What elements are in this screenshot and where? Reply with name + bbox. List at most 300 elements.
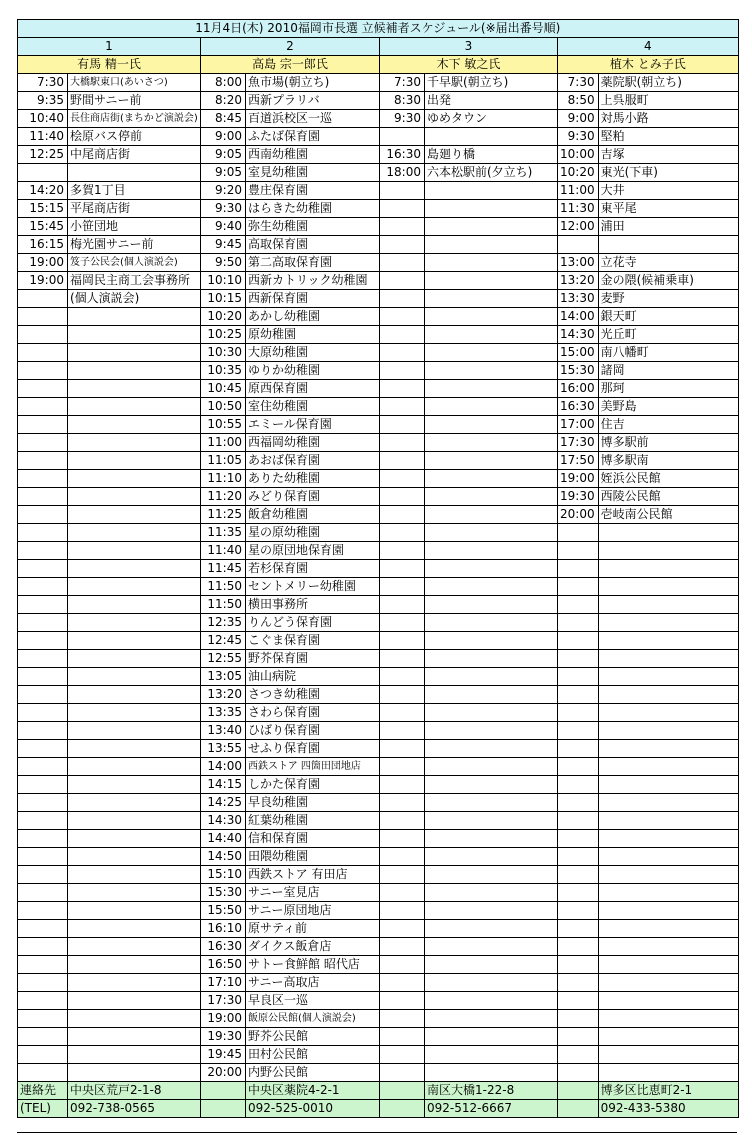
contact-label: 連絡先 [18,1082,68,1100]
schedule-row [18,308,739,326]
candidate-1-time [18,1046,68,1064]
schedule-row [18,776,739,794]
candidate-2-place: ありた幼稚園 [246,470,380,488]
candidate-3-place [425,848,558,866]
candidate-3-place [425,830,558,848]
candidate-2-place: 横田事務所 [246,596,380,614]
candidate-1-place [68,866,201,884]
schedule-row [18,992,739,1010]
candidate-1-time [18,308,68,326]
candidate-4-time: 17:50 [558,452,599,470]
title-row [18,20,739,38]
candidate-3-place [425,614,558,632]
candidate-1-place [68,452,201,470]
contact-label: (TEL) [18,1100,68,1118]
candidate-2-place: 室住幼稚園 [246,398,380,416]
candidate-4-time [558,614,599,632]
candidate-1-place [68,1064,201,1082]
candidate-2-time: 9:05 [201,164,246,182]
candidate-1-place: 平尾商店街 [68,200,201,218]
candidate-2-place: せふり保育園 [246,740,380,758]
schedule-row [18,686,739,704]
candidate-2-time: 9:20 [201,182,246,200]
candidate-1-place [68,506,201,524]
candidate-4-place [598,1046,738,1064]
candidate-1-time [18,704,68,722]
candidate-4-time: 13:00 [558,254,599,272]
candidate-3-time [380,200,425,218]
candidate-2-place: 西南幼稚園 [246,146,380,164]
candidate-4-time [558,1046,599,1064]
candidate-1-place [68,362,201,380]
candidate-4-place [598,812,738,830]
candidate-1-place [68,326,201,344]
candidate-2-time: 10:15 [201,290,246,308]
candidate-4-time [558,884,599,902]
candidate-2-time: 8:20 [201,92,246,110]
schedule-row [18,164,739,182]
candidate-1-place [68,938,201,956]
candidate-1-place: 長住商店街(まちかど演説会) [68,110,201,128]
candidate-4-place: 博多駅南 [598,452,738,470]
candidate-3-time [380,254,425,272]
candidate-3-time [380,812,425,830]
candidate-2-name: 高島 宗一郎氏 [201,56,380,74]
candidate-2-time: 8:00 [201,74,246,92]
schedule-row [18,722,739,740]
candidate-4-place [598,1010,738,1028]
candidate-4-time: 11:00 [558,182,599,200]
candidate-3-place: ゆめタウン [425,110,558,128]
candidate-1-time [18,416,68,434]
candidate-2-place: りんどう保育園 [246,614,380,632]
candidate-4-place: 西陵公民館 [598,488,738,506]
candidate-4-time: 15:00 [558,344,599,362]
candidate-4-place: 東平尾 [598,200,738,218]
candidate-4-place [598,560,738,578]
candidate-4-place [598,884,738,902]
candidate-4-place [598,236,738,254]
schedule-row [18,146,739,164]
schedule-title: 11月4日(木) 2010福岡市長選 立候補者スケジュール(※届出番号順) [18,20,739,38]
candidate-3-place [425,632,558,650]
candidate-1-place [68,596,201,614]
candidate-2-place: 西福岡幼稚園 [246,434,380,452]
candidate-1-place [68,992,201,1010]
candidate-2-time: 11:25 [201,506,246,524]
candidate-4-place [598,938,738,956]
candidate-4-time: 8:50 [558,92,599,110]
candidate-1-time: 9:35 [18,92,68,110]
schedule-row [18,398,739,416]
schedule-row [18,110,739,128]
candidate-2-phone: 092-525-0010 [246,1100,380,1118]
candidate-2-time: 17:30 [201,992,246,1010]
candidate-3-time [380,614,425,632]
candidate-3-time [380,578,425,596]
candidate-2-place: はらきた幼稚園 [246,200,380,218]
schedule-row [18,326,739,344]
candidate-4-place [598,974,738,992]
candidate-3-place [425,992,558,1010]
candidate-2-place: 高取保育園 [246,236,380,254]
schedule-row [18,578,739,596]
candidate-3-time [380,1064,425,1082]
candidate-1-place [68,488,201,506]
candidate-3-place [425,956,558,974]
candidate-1-phone: 092-738-0565 [68,1100,201,1118]
candidate-2-time: 15:10 [201,866,246,884]
candidate-3-place [425,866,558,884]
contact-spacer [558,1082,599,1100]
candidate-2-time: 9:30 [201,200,246,218]
candidate-4-time [558,524,599,542]
candidate-4-address: 博多区比恵町2-1 [598,1082,738,1100]
candidate-1-place: 中尾商店街 [68,146,201,164]
candidate-4-name: 植木 とみ子氏 [558,56,739,74]
candidate-2-time: 11:05 [201,452,246,470]
candidate-2-place: 弥生幼稚園 [246,218,380,236]
candidate-3-time [380,542,425,560]
candidate-4-time [558,632,599,650]
candidate-1-address: 中央区荒戸2-1-8 [68,1082,201,1100]
candidate-2-place: さつき幼稚園 [246,686,380,704]
schedule-row [18,254,739,272]
contact-spacer [380,1100,425,1118]
candidate-1-time [18,326,68,344]
candidate-1-place [68,308,201,326]
candidate-1-time [18,1010,68,1028]
candidate-2-time: 9:05 [201,146,246,164]
candidate-1-time [18,938,68,956]
candidate-4-time: 13:20 [558,272,599,290]
candidate-2-time: 11:40 [201,542,246,560]
candidate-3-time [380,704,425,722]
candidate-2-time: 13:05 [201,668,246,686]
candidate-2-time: 13:20 [201,686,246,704]
candidate-4-place [598,1028,738,1046]
candidate-3-time [380,218,425,236]
contact-spacer [380,1082,425,1100]
candidate-1-place [68,578,201,596]
candidate-2-place: 豊庄保育園 [246,182,380,200]
candidate-2-place: 早良区一巡 [246,992,380,1010]
candidate-1-time [18,488,68,506]
schedule-row [18,362,739,380]
candidate-1-time: 15:15 [18,200,68,218]
schedule-row [18,434,739,452]
candidate-2-place: 第二高取保育園 [246,254,380,272]
candidate-3-place [425,308,558,326]
schedule-row [18,560,739,578]
bottom-rule [17,1132,737,1133]
candidate-2-time: 14:00 [201,758,246,776]
candidate-4-time: 16:00 [558,380,599,398]
candidate-1-time [18,164,68,182]
candidate-2-place: ふたば保育園 [246,128,380,146]
candidate-1-place [68,344,201,362]
candidate-4-place: 吉塚 [598,146,738,164]
schedule-row [18,1010,739,1028]
candidate-3-place [425,812,558,830]
candidate-4-time [558,848,599,866]
contact-spacer [558,1100,599,1118]
candidate-3-time [380,182,425,200]
candidate-2-time: 14:30 [201,812,246,830]
schedule-row [18,956,739,974]
candidate-1-time [18,830,68,848]
candidate-4-place: 大井 [598,182,738,200]
candidate-3-place [425,542,558,560]
candidate-2-time: 10:50 [201,398,246,416]
candidate-4-time [558,236,599,254]
candidate-4-place: 銀天町 [598,308,738,326]
candidate-3-place [425,290,558,308]
candidate-4-place [598,992,738,1010]
candidate-1-place [68,830,201,848]
candidate-1-place: 小笹団地 [68,218,201,236]
candidate-2-time: 9:50 [201,254,246,272]
candidate-2-place: 田村公民館 [246,1046,380,1064]
candidate-2-time: 13:35 [201,704,246,722]
candidate-1-time [18,542,68,560]
candidate-2-place: 星の原団地保育園 [246,542,380,560]
candidate-1-place [68,560,201,578]
candidate-2-time: 9:00 [201,128,246,146]
candidate-4-place: 壱岐南公民館 [598,506,738,524]
schedule-row [18,830,739,848]
candidate-1-time [18,866,68,884]
candidate-3-place [425,1010,558,1028]
candidate-3-place [425,686,558,704]
candidate-3-time [380,236,425,254]
candidate-4-time [558,668,599,686]
candidate-4-time: 9:00 [558,110,599,128]
candidate-3-place [425,938,558,956]
candidate-1-time [18,434,68,452]
schedule-row [18,704,739,722]
candidate-3-time [380,290,425,308]
candidate-1-place [68,416,201,434]
candidate-2-place: 飯原公民館(個人演説会) [246,1010,380,1028]
candidate-4-time [558,830,599,848]
candidate-2-time: 11:00 [201,434,246,452]
candidate-1-place [68,722,201,740]
candidate-2-time: 14:25 [201,794,246,812]
candidate-3-place [425,218,558,236]
candidate-1-place [68,668,201,686]
candidate-2-time: 10:35 [201,362,246,380]
candidate-2-place: 飯倉幼稚園 [246,506,380,524]
candidate-1-time [18,740,68,758]
candidate-3-place [425,668,558,686]
candidate-1-time [18,452,68,470]
candidate-3-time [380,380,425,398]
candidate-4-time [558,596,599,614]
candidate-4-time: 14:30 [558,326,599,344]
schedule-row [18,614,739,632]
candidate-2-place: サニー高取店 [246,974,380,992]
candidate-1-time [18,758,68,776]
candidate-4-time: 9:30 [558,128,599,146]
candidate-3-place [425,884,558,902]
candidate-3-place [425,416,558,434]
schedule-row [18,542,739,560]
candidate-1-time [18,290,68,308]
candidate-1-time [18,506,68,524]
candidate-1-place [68,920,201,938]
candidate-1-time: 11:40 [18,128,68,146]
candidate-1-time [18,344,68,362]
candidate-3-time [380,128,425,146]
candidate-3-time: 8:30 [380,92,425,110]
candidate-1-place [68,1010,201,1028]
candidate-4-place [598,614,738,632]
candidate-2-place: 早良幼稚園 [246,794,380,812]
candidate-2-place: さわら保育園 [246,704,380,722]
candidate-1-place [68,758,201,776]
candidate-2-place: 星の原幼稚園 [246,524,380,542]
candidate-3-place: 千早駅(朝立ち) [425,74,558,92]
candidate-4-place: 諸岡 [598,362,738,380]
candidate-4-place [598,578,738,596]
candidate-2-time: 9:45 [201,236,246,254]
candidate-3-place [425,794,558,812]
candidate-1-place [68,1028,201,1046]
candidate-3-place [425,1046,558,1064]
contact-spacer [201,1082,246,1100]
candidate-2-time: 11:45 [201,560,246,578]
candidate-2-place: サニー室見店 [246,884,380,902]
candidate-1-place: 多賀1丁目 [68,182,201,200]
candidate-1-place [68,380,201,398]
candidate-1-time [18,884,68,902]
candidate-4-time: 17:30 [558,434,599,452]
candidate-4-place: 那珂 [598,380,738,398]
candidate-3-time [380,1028,425,1046]
candidate-4-time: 11:30 [558,200,599,218]
candidate-3-place [425,722,558,740]
candidate-3-place: 出発 [425,92,558,110]
candidate-3-time [380,902,425,920]
candidate-3-place [425,1028,558,1046]
candidate-4-phone: 092-433-5380 [598,1100,738,1118]
candidate-3-place [425,398,558,416]
candidate-1-time [18,650,68,668]
schedule-row [18,506,739,524]
candidate-4-place [598,920,738,938]
candidate-3-place [425,488,558,506]
candidate-3-time [380,308,425,326]
schedule-row [18,1028,739,1046]
candidate-3-time: 7:30 [380,74,425,92]
candidate-3-place: 島廻り橋 [425,146,558,164]
schedule-row [18,650,739,668]
schedule-row [18,632,739,650]
candidate-1-time [18,596,68,614]
candidate-1-number: 1 [18,38,201,56]
candidate-4-place: 金の隈(候補乗車) [598,272,738,290]
candidate-2-time: 14:15 [201,776,246,794]
candidate-4-place [598,524,738,542]
schedule-row [18,488,739,506]
candidate-1-time [18,848,68,866]
candidate-3-time [380,848,425,866]
candidate-3-place [425,524,558,542]
schedule-row [18,938,739,956]
candidate-2-time: 12:55 [201,650,246,668]
candidate-2-place: ダイクス飯倉店 [246,938,380,956]
candidate-4-place: 東光(下車) [598,164,738,182]
candidate-4-time: 15:30 [558,362,599,380]
candidate-3-time [380,632,425,650]
candidate-4-place [598,830,738,848]
candidate-2-place: 西鉄ストア 有田店 [246,866,380,884]
candidate-2-place: 野芥保育園 [246,650,380,668]
candidate-4-place: 薬院駅(朝立ち) [598,74,738,92]
candidate-1-time [18,956,68,974]
candidate-2-time: 11:50 [201,596,246,614]
candidate-3-place [425,182,558,200]
candidate-4-place: 博多駅前 [598,434,738,452]
candidate-2-place: 原幼稚園 [246,326,380,344]
candidate-2-time: 12:35 [201,614,246,632]
candidate-4-time [558,794,599,812]
candidate-2-time: 19:45 [201,1046,246,1064]
candidate-4-time [558,1064,599,1082]
candidate-3-time [380,758,425,776]
schedule-row [18,524,739,542]
candidate-4-place [598,902,738,920]
candidate-3-time [380,398,425,416]
candidate-4-time [558,560,599,578]
candidate-4-place: 光丘町 [598,326,738,344]
candidate-3-time [380,488,425,506]
candidate-2-time: 11:10 [201,470,246,488]
candidate-2-place: エミール保育園 [246,416,380,434]
candidate-1-place [68,434,201,452]
candidate-4-time: 19:00 [558,470,599,488]
candidate-3-time [380,992,425,1010]
schedule-row [18,596,739,614]
candidate-2-place: 内野公民館 [246,1064,380,1082]
candidate-1-place [68,650,201,668]
candidate-2-place: 田隈幼稚園 [246,848,380,866]
candidate-1-place [68,902,201,920]
candidate-2-place: セントメリー幼稚園 [246,578,380,596]
candidate-3-place [425,650,558,668]
candidate-3-time [380,506,425,524]
schedule-row [18,812,739,830]
candidate-1-place [68,974,201,992]
candidate-2-place: こぐま保育園 [246,632,380,650]
candidate-4-place [598,758,738,776]
candidate-1-place [68,164,201,182]
candidate-1-place [68,1046,201,1064]
schedule-row [18,902,739,920]
candidate-4-place [598,794,738,812]
candidate-3-time: 18:00 [380,164,425,182]
schedule-table [17,19,739,1118]
candidate-3-place [425,740,558,758]
candidate-4-time: 20:00 [558,506,599,524]
candidate-4-time [558,704,599,722]
candidate-3-time: 9:30 [380,110,425,128]
candidate-4-time: 13:30 [558,290,599,308]
schedule-row [18,974,739,992]
candidate-3-time [380,974,425,992]
candidate-1-place: 大橋駅東口(あいさつ) [68,74,201,92]
